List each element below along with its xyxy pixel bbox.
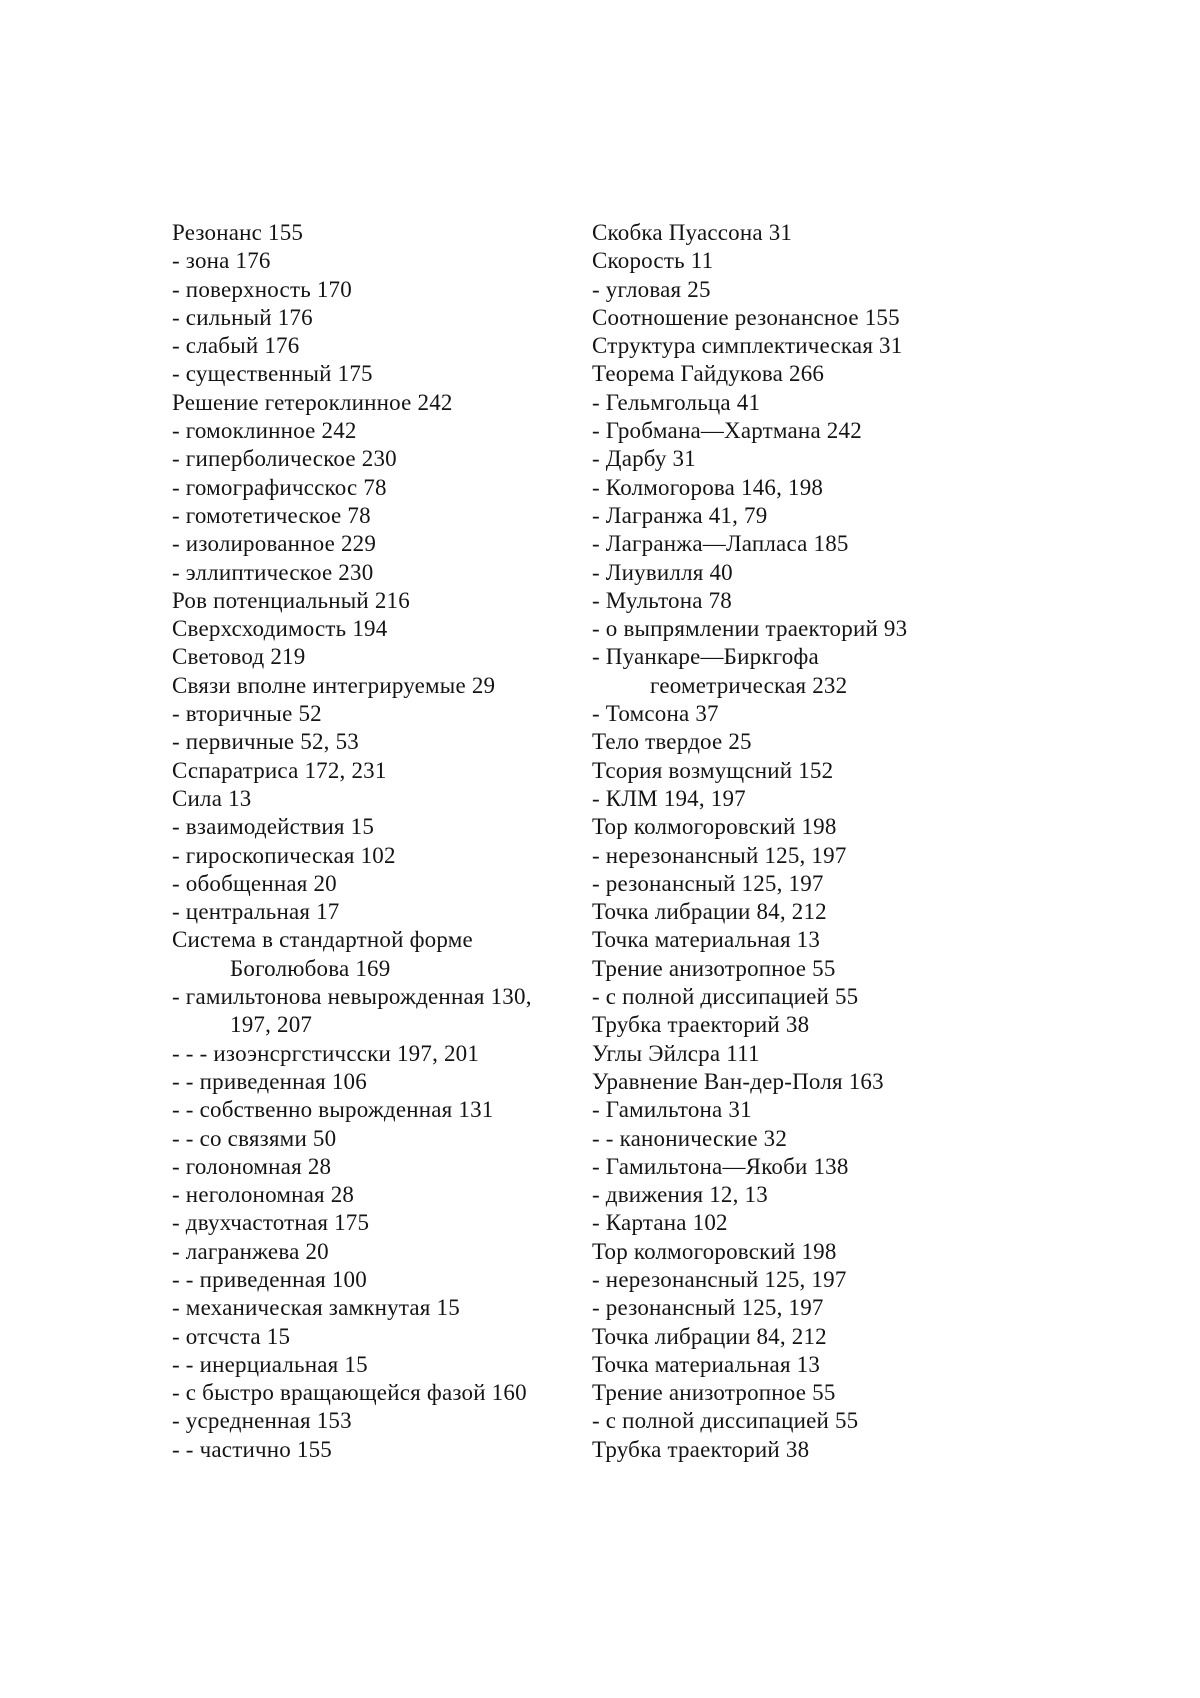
index-entry: Сспаратриса 172, 231 [172, 757, 387, 783]
index-entry: Точка материальная 13 [592, 1351, 821, 1377]
index-entry: - Лагранжа—Лапласа 185 [592, 531, 849, 557]
index-entry: - гироскопическая 102 [172, 842, 396, 868]
index-entry: Трубка траекторий 38 [592, 1436, 810, 1462]
index-entry: Точка либрации 84, 212 [592, 899, 827, 925]
index-entry: - - канонические 32 [592, 1125, 788, 1151]
index-entry: - гиперболическое 230 [172, 446, 397, 472]
index-entry: Скобка Пуассона 31 [592, 220, 793, 245]
index-entry: - нерезонансный 125, 197 [592, 842, 847, 868]
index-entry: - Картана 102 [592, 1210, 728, 1236]
index-entry: - голономная 28 [172, 1153, 332, 1179]
index-entry: - с полной диссипацией 55 [592, 984, 859, 1010]
index-entry: Сила 13 [172, 785, 252, 811]
index-entry: - взаимодействия 15 [172, 814, 375, 840]
index-column-left [172, 219, 592, 1464]
index-entry: - эллиптическое 230 [172, 559, 374, 585]
index-entry: - усредненная 153 [172, 1408, 352, 1434]
index-entry: Резонанс 155 [172, 220, 304, 245]
index-entry: Связи вполне интегрируемые 29 [172, 672, 496, 698]
index-entry: - гомографичсскос 78 [172, 474, 387, 500]
index-entry: - КЛМ 194, 197 [592, 785, 746, 811]
index-entry: Тсория возмущсний 152 [592, 757, 834, 783]
index-entry: - гомотетическое 78 [172, 502, 371, 528]
index-entry: Трение анизотропное 55 [592, 1380, 836, 1406]
index-entry: 197, 207 [230, 1012, 313, 1038]
index-entry: - Пуанкаре—Биркгофа [592, 644, 819, 670]
index-entry: - нерезонансный 125, 197 [592, 1266, 847, 1292]
index-entry: - - частично 155 [172, 1436, 332, 1462]
index-entry: - с быстро вращающейся фазой 160 [172, 1380, 527, 1406]
index-entry: Углы Эйлсра 111 [592, 1040, 760, 1066]
index-entry: Тор колмогоровский 198 [592, 814, 837, 840]
index-entry: - первичные 52, 53 [172, 729, 359, 755]
index-entry: - сильный 176 [172, 304, 313, 330]
index-entry: Сверхсходимость 194 [172, 616, 388, 642]
index-entry: Скорость 11 [592, 248, 714, 274]
index-entry: - Гамильтона 31 [592, 1097, 752, 1123]
index-entry: Решение гетероклинное 242 [172, 389, 453, 415]
index-entry: - Гамильтона—Якоби 138 [592, 1153, 849, 1179]
index-entry: - слабый 176 [172, 333, 300, 359]
index-entry: - поверхность 170 [172, 276, 352, 302]
index-entry: - Колмогорова 146, 198 [592, 474, 824, 500]
index-entry: Боголюбова 169 [230, 955, 391, 981]
index-entry: - изолированное 229 [172, 531, 377, 557]
index-entry: Точка материальная 13 [592, 927, 821, 953]
index-entry: - Томсона 37 [592, 701, 719, 727]
index-entry: Система в стандартной форме [172, 927, 473, 953]
index-entry: Трубка траекторий 38 [592, 1012, 810, 1038]
index-entry: Структура симплектическая 31 [592, 333, 903, 359]
index-entry: - - инерциальная 15 [172, 1351, 368, 1377]
index-entry: Уравнение Ван-дер-Поля 163 [592, 1068, 884, 1094]
index-entry: - зона 176 [172, 248, 271, 274]
index-entry: Теорема Гайдукова 266 [592, 361, 825, 387]
index-entry: - Лагранжа 41, 79 [592, 502, 768, 528]
index-entry: Тор колмогоровский 198 [592, 1238, 837, 1264]
index-entry: Трение анизотропное 55 [592, 955, 836, 981]
index-entry: Точка либрации 84, 212 [592, 1323, 827, 1349]
index-entry: - - приведенная 100 [172, 1266, 367, 1292]
index-entry: - резонансный 125, 197 [592, 1295, 824, 1321]
index-column-right [592, 219, 1062, 1464]
index-entry: - - со связями 50 [172, 1125, 337, 1151]
index-entry: - гомоклинное 242 [172, 418, 357, 444]
index-entry: - Мультона 78 [592, 587, 732, 613]
index-entry: - - собственно вырожденная 131 [172, 1097, 494, 1123]
index-entry: - лагранжева 20 [172, 1238, 329, 1264]
index-entry: Ров потенциальный 216 [172, 587, 410, 613]
index-entry: - Дарбу 31 [592, 446, 696, 472]
index-entry: Тело твердое 25 [592, 729, 752, 755]
index-entry: - отсчста 15 [172, 1323, 291, 1349]
index-entry: - механическая замкнутая 15 [172, 1295, 460, 1321]
index-entry: - движения 12, 13 [592, 1182, 768, 1208]
index-entry: - угловая 25 [592, 276, 711, 302]
index-entry: геометрическая 232 [650, 672, 848, 698]
index-entry: - Гробмана—Хартмана 242 [592, 418, 862, 444]
index-entry: - с полной диссипацией 55 [592, 1408, 859, 1434]
index-entry: - Лиувилля 40 [592, 559, 733, 585]
index-entry: - центральная 17 [172, 899, 340, 925]
index-entry: Соотношение резонансное 155 [592, 304, 900, 330]
index-entry: - вторичные 52 [172, 701, 322, 727]
index-entry: - существенный 175 [172, 361, 373, 387]
index-entry: Световод 219 [172, 644, 306, 670]
index-entry: - гамильтонова невырожденная 130, [172, 984, 532, 1010]
index-entry: - обобщенная 20 [172, 870, 337, 896]
index-entry: - двухчастотная 175 [172, 1210, 370, 1236]
index-entry: - - - изоэнсргстичсски 197, 201 [172, 1040, 480, 1066]
index-entry: - - приведенная 106 [172, 1068, 367, 1094]
index-entry: - Гельмгольца 41 [592, 389, 761, 415]
index-entry: - неголономная 28 [172, 1182, 355, 1208]
index-entry: - резонансный 125, 197 [592, 870, 824, 896]
index-entry: - о выпрямлении траекторий 93 [592, 616, 908, 642]
